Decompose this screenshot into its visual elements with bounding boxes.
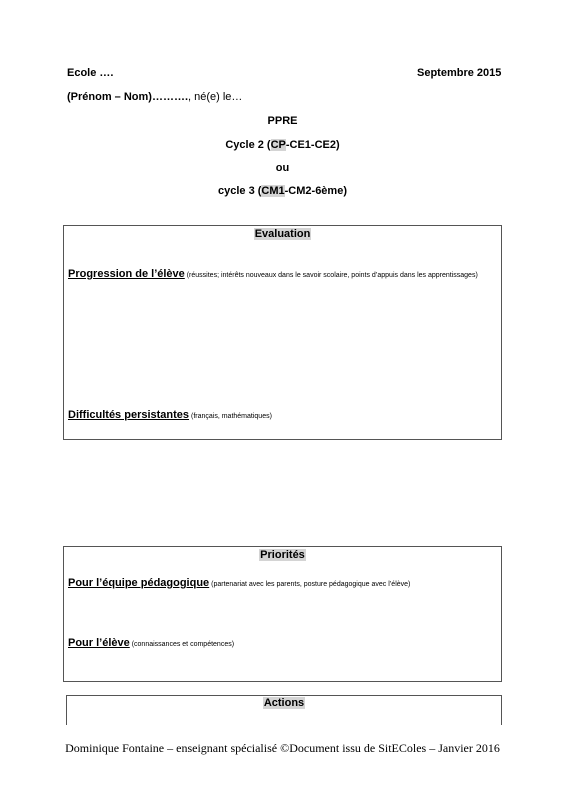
priorities-section: [63, 546, 502, 682]
cycle2-line: [0, 139, 565, 151]
cycle2-prefix: Cycle 2 (: [225, 139, 271, 151]
progression-note: (réussites; intérêts nouveaux dans le savoir scolaire, points d’appuis dans les apprentissages): [184, 272, 478, 279]
progression-heading: Progression de l’élève: [68, 268, 185, 280]
cycle3-suffix: -CM2-6ème): [284, 185, 347, 197]
actions-section: [66, 695, 502, 725]
student-priorities-block: [68, 633, 234, 651]
priorities-title: Priorités: [260, 549, 305, 561]
team-priorities-heading: Pour l’équipe pédagogique: [68, 577, 210, 589]
cycle3-highlight: CM1: [261, 185, 285, 197]
school-label: Ecole ….: [67, 67, 114, 79]
evaluation-section: [63, 225, 502, 440]
or-label: ou: [275, 162, 290, 174]
document-date: Septembre 2015: [417, 67, 502, 79]
student-name-placeholder: (Prénom – Nom)……….: [67, 91, 189, 103]
student-priorities-heading: Pour l’élève: [68, 637, 130, 649]
student-line: [67, 91, 242, 103]
birth-date-placeholder: , né(e) le…: [188, 91, 243, 103]
cycle2-suffix: -CE1-CE2): [285, 139, 340, 151]
cycle3-line: [0, 185, 565, 197]
page-footer: Dominique Fontaine – enseignant spécialisé ©Document issu de SitEColes – Janvier 2016: [65, 741, 500, 755]
difficulties-note: (français, mathématiques): [189, 413, 272, 420]
evaluation-title: Evaluation: [254, 228, 311, 240]
progression-block: [68, 264, 478, 282]
cycle2-highlight: CP: [270, 139, 286, 151]
ppre-title: PPRE: [267, 115, 298, 127]
actions-title: Actions: [263, 697, 305, 709]
difficulties-heading: Difficultés persistantes: [68, 409, 190, 421]
difficulties-block: [68, 405, 272, 423]
student-priorities-note: (connaissances et compétences): [129, 641, 235, 648]
team-priorities-note: (partenariat avec les parents, posture pédagogique avec l’élève): [209, 581, 411, 588]
cycle3-prefix: cycle 3 (: [217, 185, 262, 197]
team-priorities-block: [68, 573, 410, 591]
